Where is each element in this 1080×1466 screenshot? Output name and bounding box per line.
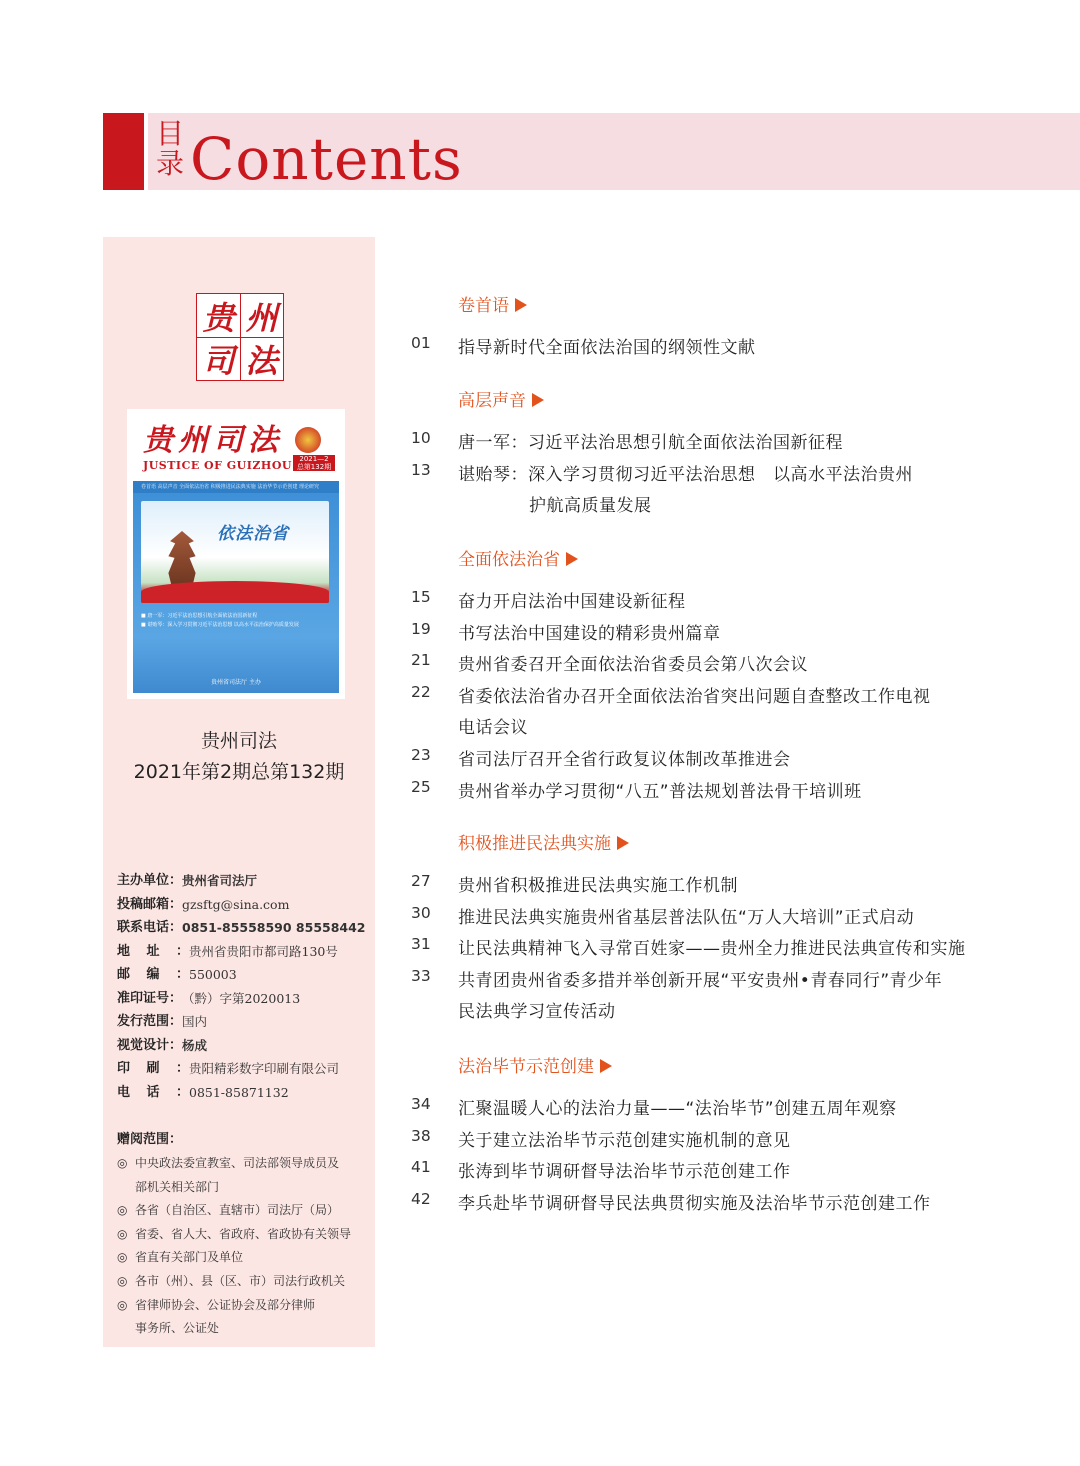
info-value: 贵州省贵阳市都司路130号 xyxy=(189,943,338,959)
cover-subtitle-en: JUSTICE OF GUIZHOU xyxy=(143,459,292,472)
toc-entry-title[interactable]: 谌贻琴：深入学习贯彻习近平法治思想 以高水平法治贵州 xyxy=(458,464,913,485)
info-row xyxy=(117,987,367,1011)
info-value: 贵州省司法厅 xyxy=(182,873,258,888)
magazine-seal-logo xyxy=(196,293,284,381)
issue-number: 2021年第2期总第132期 xyxy=(133,761,345,783)
cover-picture-title: 依法治省 xyxy=(217,524,289,544)
cover-issue-badge: 2021—2 总第132期 xyxy=(293,455,335,471)
info-label: 准印证号： xyxy=(117,990,183,1006)
section-heading: 法治毕节示范创建 xyxy=(458,1052,612,1077)
toc-entry-title[interactable]: 指导新时代全面依法治国的纲领性文献 xyxy=(458,338,756,358)
header-en-title: Contents xyxy=(190,125,463,193)
info-label: 邮 编 ： xyxy=(117,967,189,982)
toc-page-number: 22 xyxy=(411,682,431,701)
info-row xyxy=(117,1057,367,1081)
toc-entry-title[interactable]: 贵州省委召开全面依法治省委员会第八次会议 xyxy=(458,655,808,676)
toc-entry-title[interactable]: 唐一军：习近平法治思想引航全面依法治国新征程 xyxy=(458,433,843,453)
toc-page-number: 41 xyxy=(411,1158,431,1177)
toc-page-number: 25 xyxy=(411,777,431,796)
seal-char: 法 xyxy=(245,341,278,380)
seal-char: 州 xyxy=(245,298,278,337)
section-heading: 高层声音 xyxy=(458,386,544,411)
info-label: 主办单位： xyxy=(117,873,183,888)
cover-picture xyxy=(141,501,329,603)
info-label: 印 刷 ： xyxy=(117,1061,189,1076)
bullet-circle-icon: ◎ xyxy=(117,1250,128,1265)
info-label: 联系电话： xyxy=(117,920,183,935)
toc-page-number: 01 xyxy=(411,334,431,352)
bullet-circle-icon: ◎ xyxy=(117,1226,128,1241)
distribution-item: ◎ 中央政法委宣教室、司法部领导成员及 xyxy=(117,1152,372,1176)
info-value: 杨成 xyxy=(182,1037,208,1053)
toc-entry-title[interactable]: 关于建立法治毕节示范创建实施机制的意见 xyxy=(458,1130,791,1151)
toc-page-number: 31 xyxy=(411,935,431,954)
info-value: 贵阳精彩数字印刷有限公司 xyxy=(189,1061,340,1076)
distribution-item: ◎ 省直有关部门及单位 xyxy=(117,1246,372,1270)
distribution-item: ◎ 省委、省人大、省政府、省政协有关领导 xyxy=(117,1223,372,1247)
info-value: （黔）字第2020013 xyxy=(182,990,301,1006)
toc-entry-title[interactable]: 民法典学习宣传活动 xyxy=(458,1002,616,1023)
triangle-right-icon xyxy=(600,1059,612,1073)
info-label: 电 话 ： xyxy=(117,1084,189,1100)
toc-entry-title[interactable]: 让民法典精神飞入寻常百姓家——贵州全力推进民法典宣传和实施 xyxy=(458,939,966,960)
bullet-circle-icon: ◎ xyxy=(117,1203,128,1218)
toc-entry-title[interactable]: 护航高质量发展 xyxy=(529,496,652,517)
info-row xyxy=(117,963,367,987)
info-label: 地 址 ： xyxy=(117,943,189,959)
triangle-right-icon xyxy=(532,393,544,407)
bullet-circle-icon: ◎ xyxy=(117,1156,128,1170)
header-red-block xyxy=(103,113,144,190)
toc-page-number: 38 xyxy=(411,1126,431,1145)
header-cn-top: 目 xyxy=(156,117,185,150)
toc-page-number: 15 xyxy=(411,588,431,606)
info-row xyxy=(117,869,367,893)
toc-page-number: 27 xyxy=(411,872,431,890)
toc-entry-title[interactable]: 推进民法典实施贵州省基层普法队伍“万人大培训”正式启动 xyxy=(458,907,915,928)
toc-entry-title[interactable]: 共青团贵州省委多措并举创新开展“平安贵州•青春同行”青少年 xyxy=(458,970,943,991)
distribution-item: 事务所、公证处 xyxy=(135,1321,220,1336)
toc-entry-title[interactable]: 张涛到毕节调研督导法治毕节示范创建工作 xyxy=(458,1162,791,1183)
seal-char: 司 xyxy=(202,341,235,380)
toc-entry-title[interactable]: 省委依法治省办召开全面依法治省突出问题自查整改工作电视 xyxy=(458,686,931,707)
toc-page-number: 10 xyxy=(411,429,431,447)
magazine-name: 贵州司法 xyxy=(200,730,277,752)
toc-page-number: 19 xyxy=(411,619,431,638)
distribution-item: 部机关相关部门 xyxy=(135,1179,220,1194)
info-row xyxy=(117,916,367,940)
info-value: 0851-85871132 xyxy=(189,1084,289,1100)
toc-page-number: 33 xyxy=(411,966,431,985)
toc-entry-title[interactable]: 李兵赴毕节调研督导民法典贯彻实施及法治毕节示范创建工作 xyxy=(458,1193,931,1214)
toc-page-number: 21 xyxy=(411,651,431,670)
cover-headlines: ■ 唐一军：习近平法治思想引航全面依法治国新征程 ■ 谌贻琴：深入学习贯彻习近平法治思想 以高水平法治保护高质量发展 xyxy=(141,613,299,628)
publication-info xyxy=(117,869,367,1104)
header-cn-title xyxy=(156,119,190,179)
toc-entry-title[interactable]: 书写法治中国建设的精彩贵州篇章 xyxy=(458,623,721,644)
toc-entry-title[interactable]: 汇聚温暖人心的法治力量——“法治毕节”创建五周年观察 xyxy=(458,1099,897,1119)
header-cn-bottom: 录 xyxy=(156,147,185,180)
info-label: 视觉设计： xyxy=(117,1037,183,1053)
toc-entry-title[interactable]: 奋力开启法治中国建设新征程 xyxy=(458,592,686,612)
pavilion-icon xyxy=(165,531,199,587)
triangle-right-icon xyxy=(566,552,578,566)
toc-entry-title[interactable]: 贵州省积极推进民法典实施工作机制 xyxy=(458,876,738,896)
toc-page-number: 34 xyxy=(411,1095,431,1113)
toc-page-number: 30 xyxy=(411,903,431,922)
toc-entry-title[interactable]: 省司法厅召开全省行政复议体制改革推进会 xyxy=(458,750,791,770)
section-heading: 全面依法治省 xyxy=(458,545,578,570)
info-value: gzsftg@sina.com xyxy=(182,896,290,912)
toc-entry-title[interactable]: 贵州省举办学习贯彻“八五”普法规划普法骨干培训班 xyxy=(458,781,862,802)
toc-page-number: 42 xyxy=(411,1189,431,1208)
distribution-title: 赠阅范围： xyxy=(117,1132,183,1147)
triangle-right-icon xyxy=(617,836,629,850)
toc-page-number: 23 xyxy=(411,746,431,764)
info-label: 发行范围： xyxy=(117,1014,183,1029)
cover-title: 贵州司法 xyxy=(143,423,283,458)
toc-entry-title[interactable]: 电话会议 xyxy=(458,718,528,739)
cover-publisher: 贵州省司法厅 主办 xyxy=(211,679,261,686)
distribution-list xyxy=(117,1152,372,1341)
bullet-circle-icon: ◎ xyxy=(117,1273,128,1288)
red-ribbon-shape xyxy=(141,581,329,603)
section-heading: 积极推进民法典实施 xyxy=(458,829,629,854)
bullet-circle-icon: ◎ xyxy=(117,1297,128,1312)
distribution-item: ◎ 各市（州）、县（区、市）司法行政机关 xyxy=(117,1270,372,1294)
info-row xyxy=(117,1034,367,1058)
distribution-item: ◎ 各省（自治区、直辖市）司法厅（局） xyxy=(117,1199,372,1223)
section-heading: 卷首语 xyxy=(458,291,527,316)
info-row xyxy=(117,1081,367,1105)
info-value: 550003 xyxy=(189,967,237,982)
distribution-item: ◎ 省律师协会、公证协会及部分律师 xyxy=(117,1294,372,1318)
info-row xyxy=(117,940,367,964)
info-row xyxy=(117,893,367,917)
triangle-right-icon xyxy=(515,298,527,312)
info-row xyxy=(117,1010,367,1034)
info-value: 0851-85558590 85558442 xyxy=(182,920,366,935)
magazine-cover-image xyxy=(127,409,345,699)
info-value: 国内 xyxy=(182,1014,208,1029)
cover-column-bar: 卷首语 高层声音 全面依法治省 积极推进民法典实施 法治毕节示范创建 理论研究 xyxy=(133,481,339,493)
national-emblem-icon xyxy=(295,427,321,453)
toc-page-number: 13 xyxy=(411,460,431,479)
info-label: 投稿邮箱： xyxy=(117,896,183,912)
seal-char: 贵 xyxy=(202,298,235,337)
